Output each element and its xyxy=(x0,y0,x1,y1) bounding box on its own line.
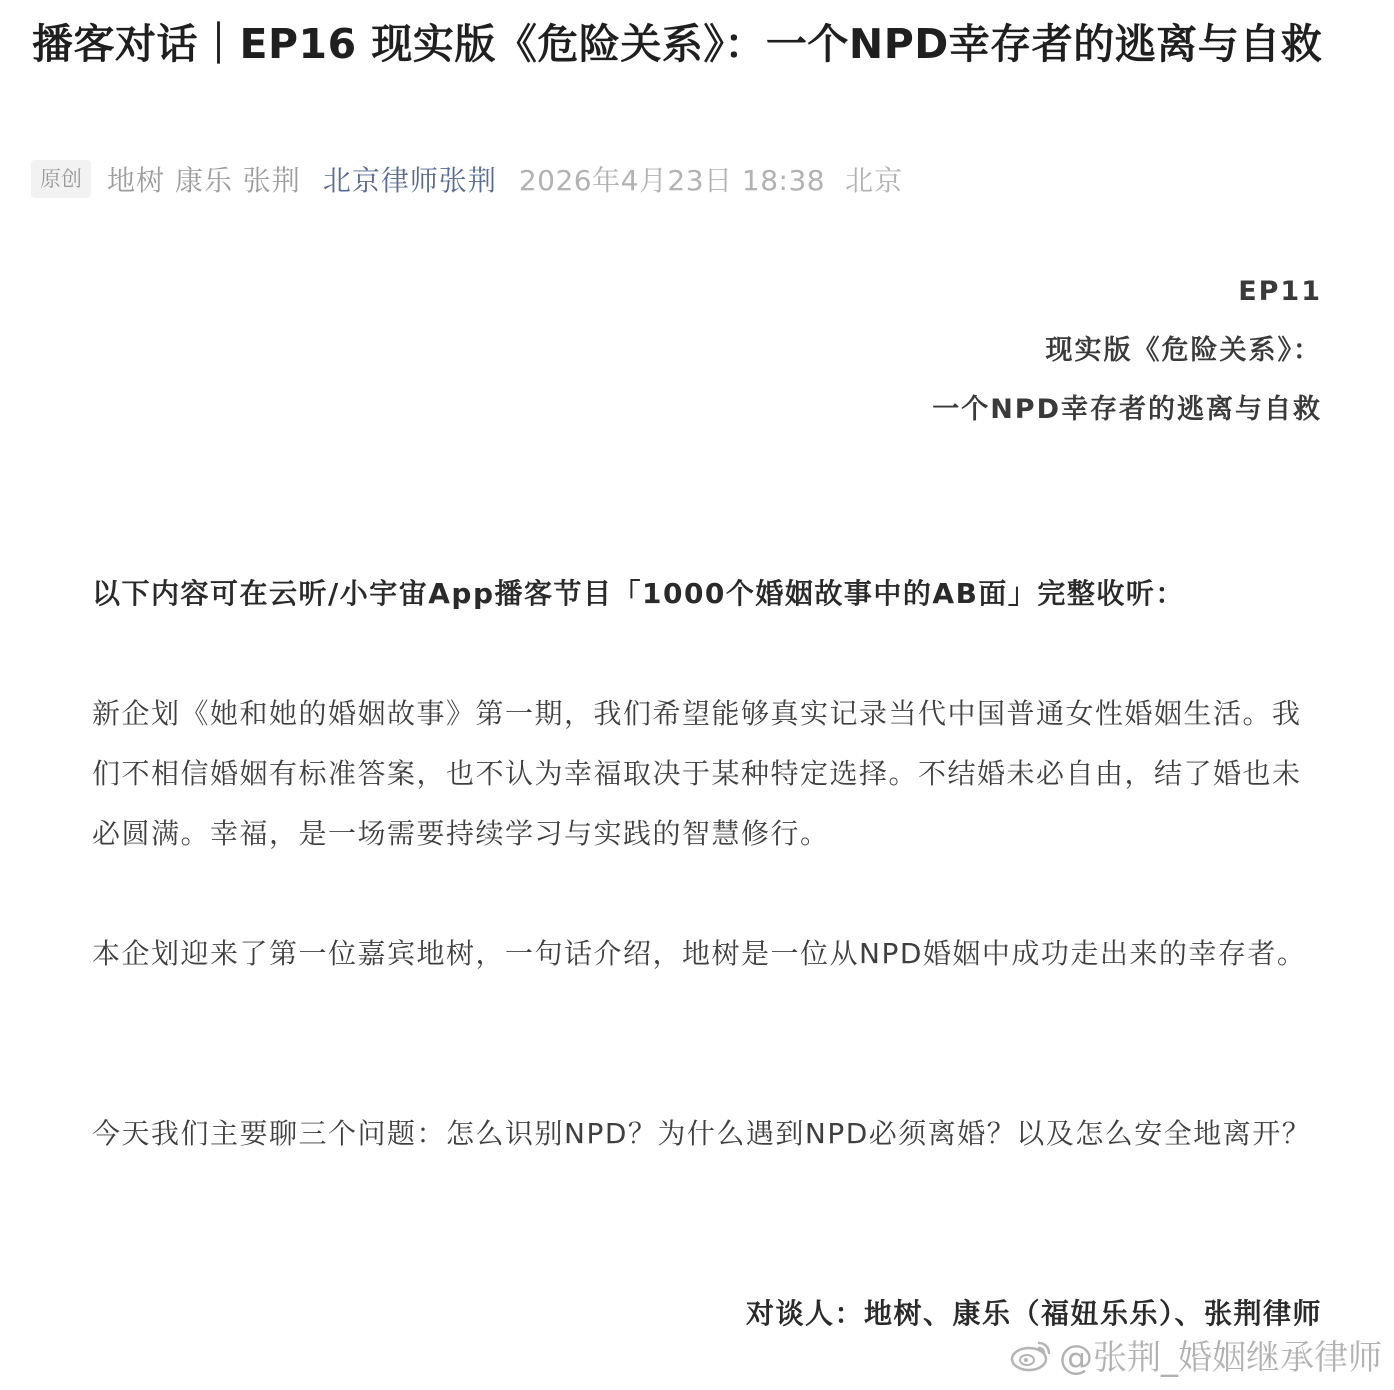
article-title: 播客对话｜EP16 现实版《危险关系》：一个NPD幸存者的逃离与自救 xyxy=(32,20,1323,68)
publish-time: 2026年4月23日 18:38 xyxy=(518,164,826,197)
watermark-text: @张荆_婚姻继承律师 xyxy=(1059,1338,1382,1378)
paragraph-intro: 新企划《她和她的婚姻故事》第一期，我们希望能够真实记录当代中国普通女性婚姻生活。我们不相信婚姻有标准答案，也不认为幸福取决于某种特定选择。不结婚未必自由，结了婚也未必圆满。幸福，是一场需要持续学习与实践的智慧修行。 xyxy=(92,697,1302,850)
publish-location: 北京 xyxy=(845,164,904,197)
watermark xyxy=(1009,1330,1382,1379)
episode-title-line-1: 现实版《危险关系》： xyxy=(1045,335,1322,366)
paragraph-topics: 今天我们主要聊三个问题：怎么识别NPD？为什么遇到NPD必须离婚？以及怎么安全地离开？ xyxy=(92,1117,1312,1150)
article-meta xyxy=(31,158,903,200)
episode-title-line-2: 一个NPD幸存者的逃离与自救 xyxy=(932,394,1322,425)
paragraph-guest: 本企划迎来了第一位嘉宾地树，一句话介绍，地树是一位从NPD婚姻中成功走出来的幸存者。 xyxy=(92,937,1307,970)
episode-header xyxy=(932,272,1322,449)
listen-notice: 以下内容可在云听/小宇宙App播客节目「1000个婚姻故事中的AB面」完整收听： xyxy=(92,577,1185,610)
episode-number: EP11 xyxy=(1238,276,1322,307)
original-tag: 原创 xyxy=(31,160,91,198)
weibo-icon xyxy=(1009,1337,1055,1373)
speakers-line: 对谈人：地树、康乐（福妞乐乐）、张荆律师 xyxy=(745,1297,1322,1330)
author-names: 地树 康乐 张荆 xyxy=(107,164,301,197)
account-link[interactable]: 北京律师张荆 xyxy=(322,164,497,197)
